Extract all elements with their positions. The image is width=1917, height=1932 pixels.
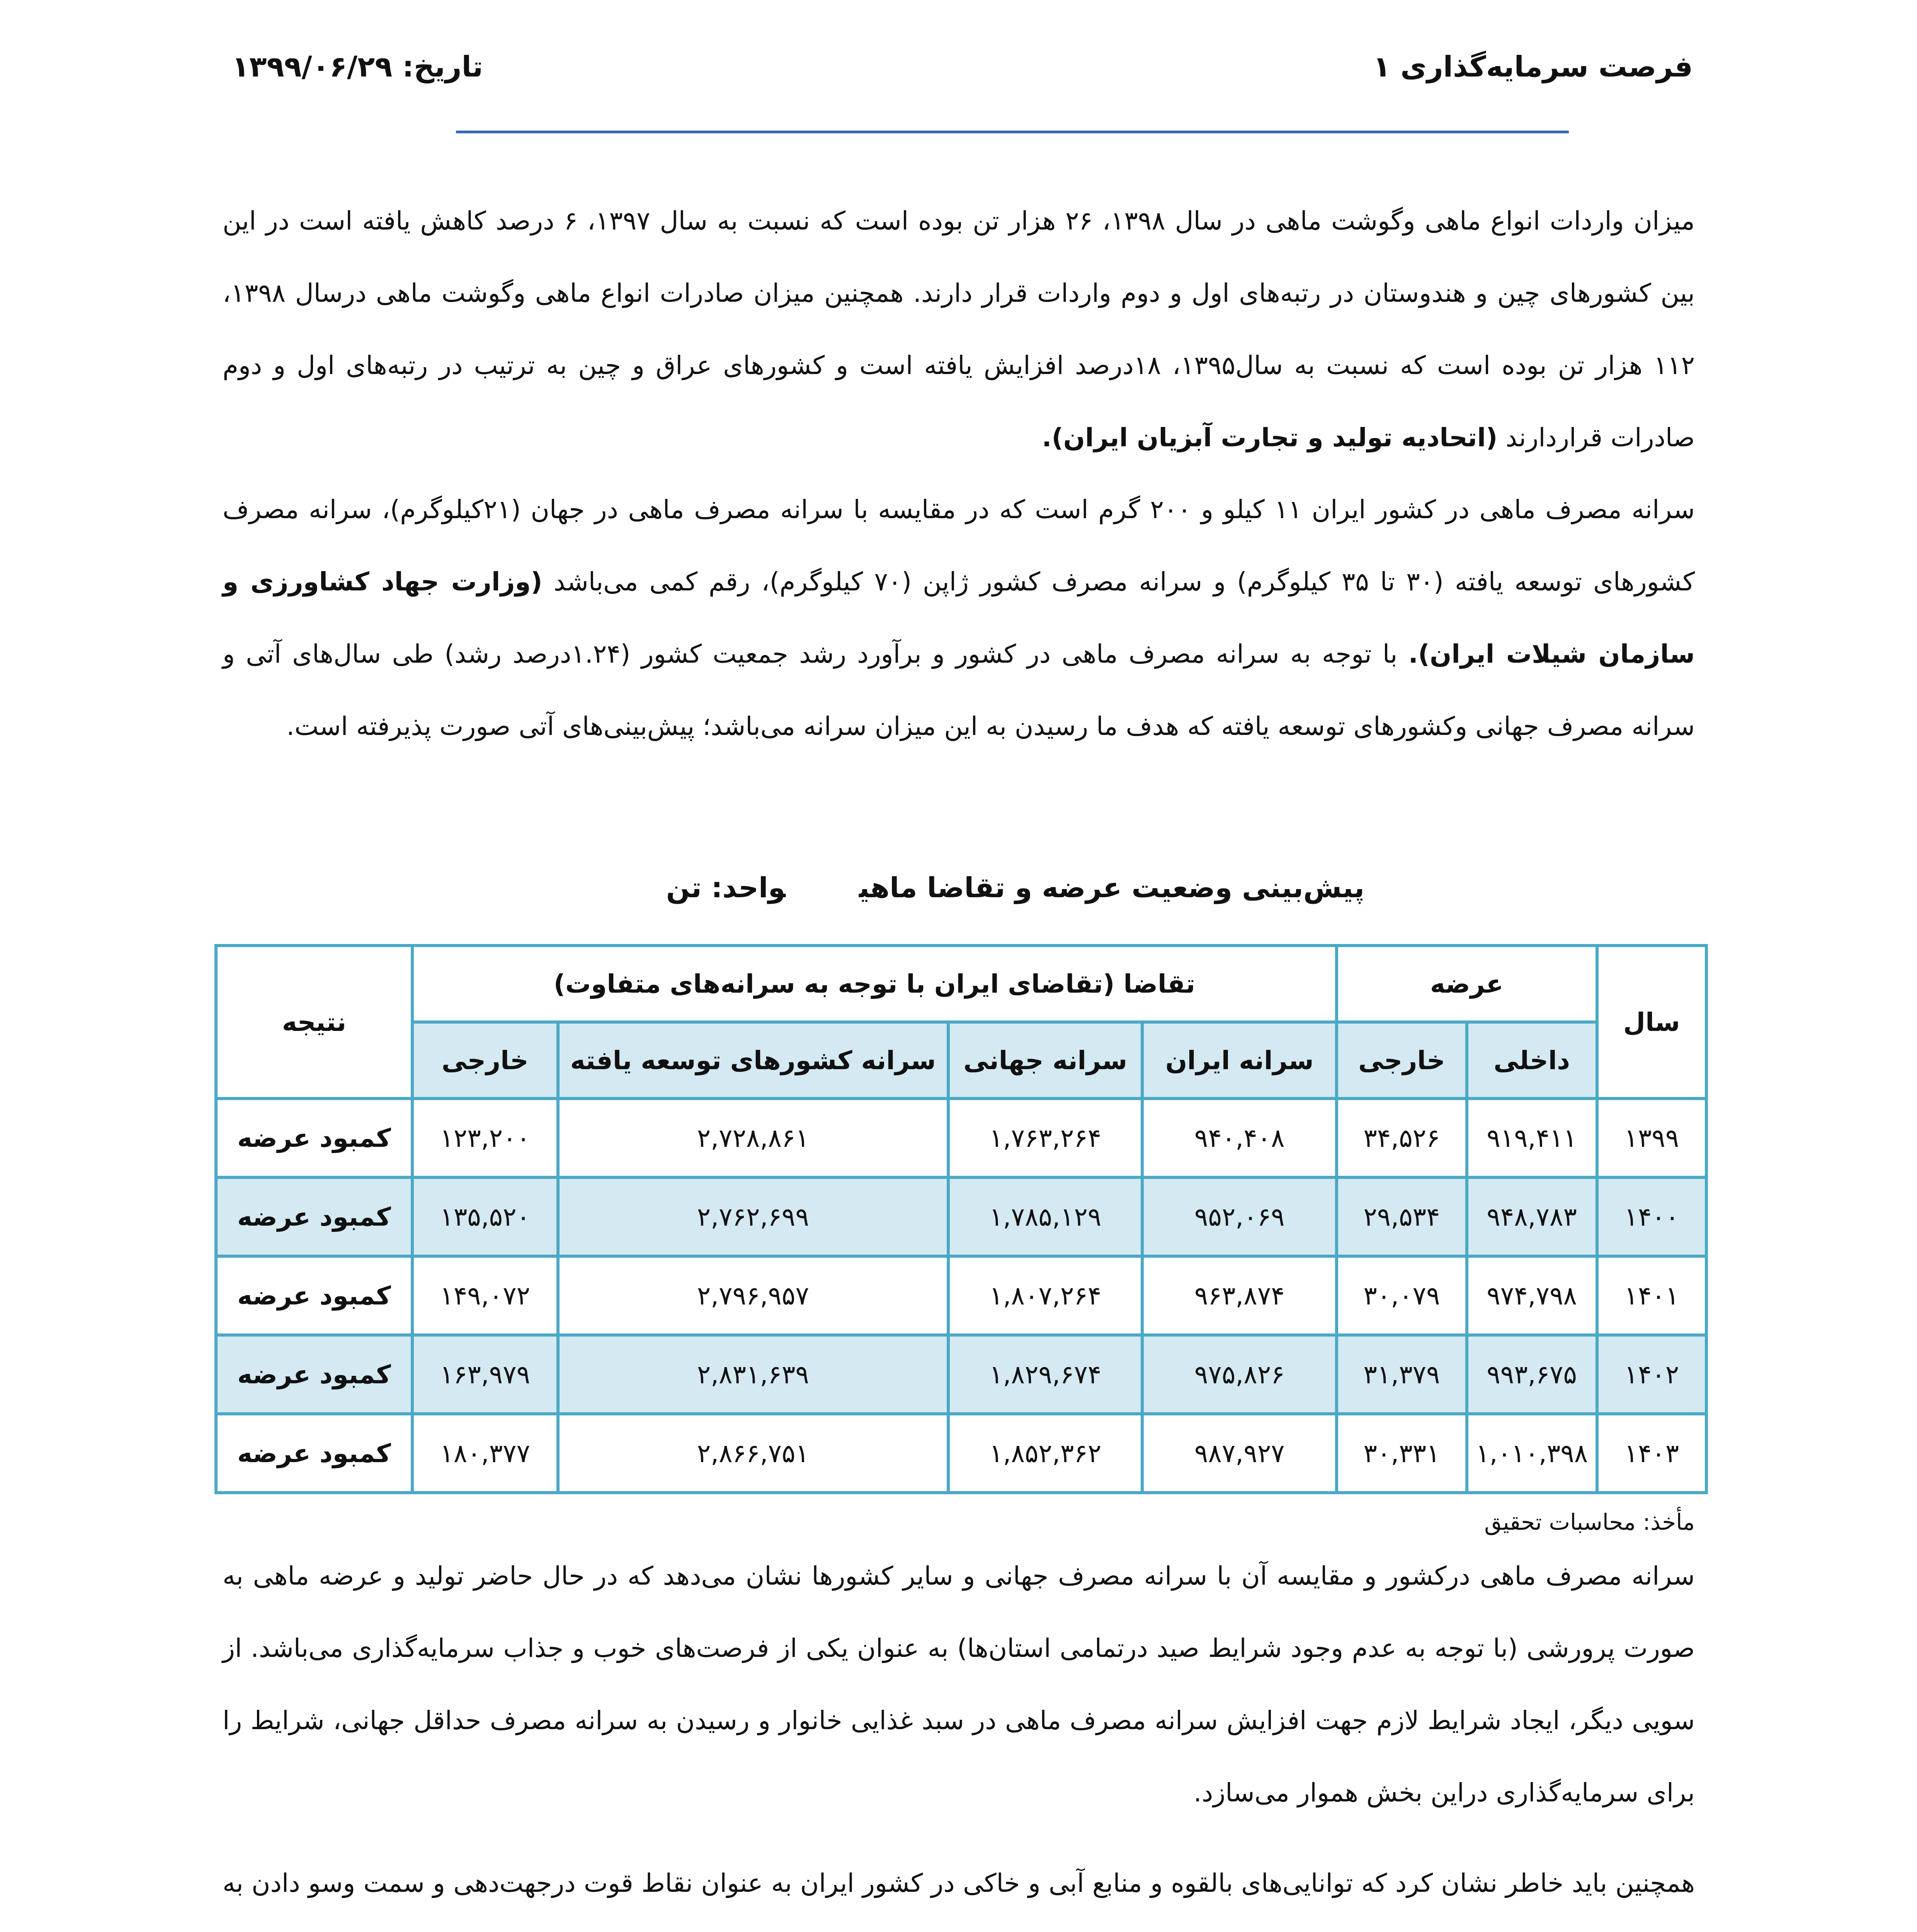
cell-domestic: ۹۷۴,۷۹۸: [1467, 1256, 1597, 1335]
cell-iran: ۹۶۳,۸۷۴: [1142, 1256, 1337, 1335]
cell-developed: ۲,۷۲۸,۸۶۱: [558, 1099, 948, 1177]
table-caption: [666, 871, 1364, 904]
paragraph-text: میزان واردات انواع ماهی وگوشت ماهی در سال ۱۳۹۸، ۲۶ هزار تن بوده است که نسبت به سال ۱۳۹۷، ۶ درصد کاهش یافته است در این بین کشورهای چین و هندوستان در رتبه‌های اول و دوم واردات قرار دارند. همچنین میزان صادرات انواع ماهی وگوشت ماهی درسال ۱۳۹۸، ۱۱۲ هزار تن بوده است که نسبت به سال۱۳۹۵، ۱۸درصد افزایش یافته است و کشورهای عراق و چین به ترتیب در رتبه‌های اول و دوم صادرات قراردارند: [223, 206, 1695, 452]
cell-iran: ۹۷۵,۸۲۶: [1142, 1335, 1337, 1414]
cell-year: ۱۴۰۲: [1597, 1335, 1706, 1414]
cell-demand-foreign: ۱۸۰,۳۷۷: [412, 1414, 558, 1493]
header-demand-foreign: خارجی: [412, 1022, 558, 1099]
paragraph-imports-exports: [223, 185, 1695, 474]
header-supply: عرضه: [1337, 946, 1597, 1022]
header-result: نتیجه: [216, 946, 412, 1099]
paragraph-text: سرانه مصرف ماهی در کشور ایران ۱۱ کیلو و ۲۰۰ گرم است که در مقایسه با سرانه مصرف ماهی در جهان (۲۱کیلوگرم)، سرانه مصرف کشورهای توسعه یافته (۳۰ تا ۳۵ کیلوگرم) و سرانه مصرف کشور ژاپن (۷۰ کیلوگرم)، رقم کمی می‌باشد: [223, 495, 1695, 597]
cell-domestic: ۹۹۳,۶۷۵: [1467, 1335, 1597, 1414]
cell-foreign: ۲۹,۵۳۴: [1337, 1177, 1467, 1256]
cell-result: کمبود عرضه: [216, 1099, 412, 1177]
cell-domestic: ۹۱۹,۴۱۱: [1467, 1099, 1597, 1177]
paragraph-opportunity: سرانه مصرف ماهی درکشور و مقایسه آن با سرانه مصرف جهانی و سایر کشورها نشان می‌دهد که در حال حاضر تولید و عرضه ماهی به صورت پرورشی (با توجه به عدم وجود شرایط صید درتمامی استان‌ها) به عنوان یکی از فرصت‌های خوب و جذاب سرمایه‌گذاری می‌باشد. از سویی دیگر، ایجاد شرایط لازم جهت افزایش سرانه مصرف ماهی در سبد غذایی خانوار و رسیدن به سرانه مصرف حداقل جهانی، شرایط را برای سرمایه‌گذاری دراین بخش هموار می‌سازد.: [223, 1561, 1695, 1808]
cell-year: ۱۴۰۰: [1597, 1177, 1706, 1256]
cell-demand-foreign: ۱۳۵,۵۲۰: [412, 1177, 558, 1256]
header-year: سال: [1597, 946, 1706, 1099]
paragraph-text: با توجه به سرانه مصرف ماهی در کشور و برآورد رشد جمعیت کشور (۱.۲۴درصد رشد) طی سال‌های آتی و سرانه مصرف جهانی وکشورهای توسعه یافته که هدف ما رسیدن به این میزان سرانه می‌باشد؛ پیش‌بینی‌های آتی صورت پذیرفته است.: [223, 639, 1695, 741]
cell-foreign: ۳۱,۳۷۹: [1337, 1335, 1467, 1414]
table-row: [216, 1177, 1706, 1256]
cell-domestic: ۱,۰۱۰,۳۹۸: [1467, 1414, 1597, 1493]
cell-world: ۱,۷۸۵,۱۲۹: [948, 1177, 1143, 1256]
cell-world: ۱,۸۵۲,۳۶۲: [948, 1414, 1143, 1493]
cell-developed: ۲,۸۶۶,۷۵۱: [558, 1414, 948, 1493]
table-row: [216, 1414, 1706, 1493]
cell-iran: ۹۸۷,۹۲۷: [1142, 1414, 1337, 1493]
cell-developed: ۲,۸۳۱,۶۳۹: [558, 1335, 948, 1414]
cell-demand-foreign: ۱۴۹,۰۷۲: [412, 1256, 558, 1335]
cell-foreign: ۳۰,۳۳۱: [1337, 1414, 1467, 1493]
paragraph-potential: همچنین باید خاطر نشان کرد که توانایی‌های بالقوه و منابع آبی و خاکی در کشور ایران به عنوان نقاط قوت درجهت‌دهی و سمت وسو دادن به: [223, 1868, 1695, 1898]
header-developed-per-capita: سرانه کشورهای توسعه یافته: [558, 1022, 948, 1099]
cell-developed: ۲,۷۹۶,۹۵۷: [558, 1256, 948, 1335]
document-date: تاریخ: ۱۳۹۹/۰۶/۲۹: [232, 50, 483, 83]
header-divider: [456, 131, 1569, 133]
cell-year: ۱۴۰۳: [1597, 1414, 1706, 1493]
header-demand: تقاضا (تقاضای ایران با توجه به سرانه‌های متفاوت): [412, 946, 1337, 1022]
header-iran-per-capita: سرانه ایران: [1142, 1022, 1337, 1099]
cell-demand-foreign: ۱۲۳,۲۰۰: [412, 1099, 558, 1177]
header-foreign: خارجی: [1337, 1022, 1467, 1099]
cell-world: ۱,۷۶۳,۲۶۴: [948, 1099, 1143, 1177]
cell-result: کمبود عرضه: [216, 1335, 412, 1414]
cell-result: کمبود عرضه: [216, 1414, 412, 1493]
cell-domestic: ۹۴۸,۷۸۳: [1467, 1177, 1597, 1256]
cell-developed: ۲,۷۶۲,۶۹۹: [558, 1177, 948, 1256]
cell-result: کمبود عرضه: [216, 1256, 412, 1335]
header-world-per-capita: سرانه جهانی: [948, 1022, 1143, 1099]
paragraph-per-capita: [223, 473, 1695, 762]
cell-foreign: ۳۴,۵۲۶: [1337, 1099, 1467, 1177]
table-row: [216, 1335, 1706, 1414]
table-source: مأخذ: محاسبات تحقیق: [1484, 1509, 1695, 1535]
cell-year: ۱۴۰۱: [1597, 1256, 1706, 1335]
cell-world: ۱,۸۲۹,۶۷۴: [948, 1335, 1143, 1414]
table-row: [216, 1099, 1706, 1177]
cell-world: ۱,۸۰۷,۲۶۴: [948, 1256, 1143, 1335]
table-row: [216, 1256, 1706, 1335]
table-caption-unit: واحد: تن: [666, 871, 786, 904]
supply-demand-table: [214, 944, 1708, 1494]
header-domestic: داخلی: [1467, 1022, 1597, 1099]
citation-bold: (وزارت جهاد کشاورزی و سازمان شیلات ایران).: [223, 567, 1695, 669]
citation-bold: (اتحادیه تولید و تجارت آبزیان ایران).: [1042, 423, 1498, 452]
cell-iran: ۹۴۰,۴۰۸: [1142, 1099, 1337, 1177]
cell-year: ۱۳۹۹: [1597, 1099, 1706, 1177]
cell-result: کمبود عرضه: [216, 1177, 412, 1256]
cell-demand-foreign: ۱۶۳,۹۷۹: [412, 1335, 558, 1414]
document-title: فرصت سرمایه‌گذاری ۱: [1373, 50, 1693, 83]
cell-foreign: ۳۰,۰۷۹: [1337, 1256, 1467, 1335]
table-caption-title: پیش‌بینی وضعیت عرضه و تقاضا ماهی: [859, 871, 1364, 904]
cell-iran: ۹۵۲,۰۶۹: [1142, 1177, 1337, 1256]
